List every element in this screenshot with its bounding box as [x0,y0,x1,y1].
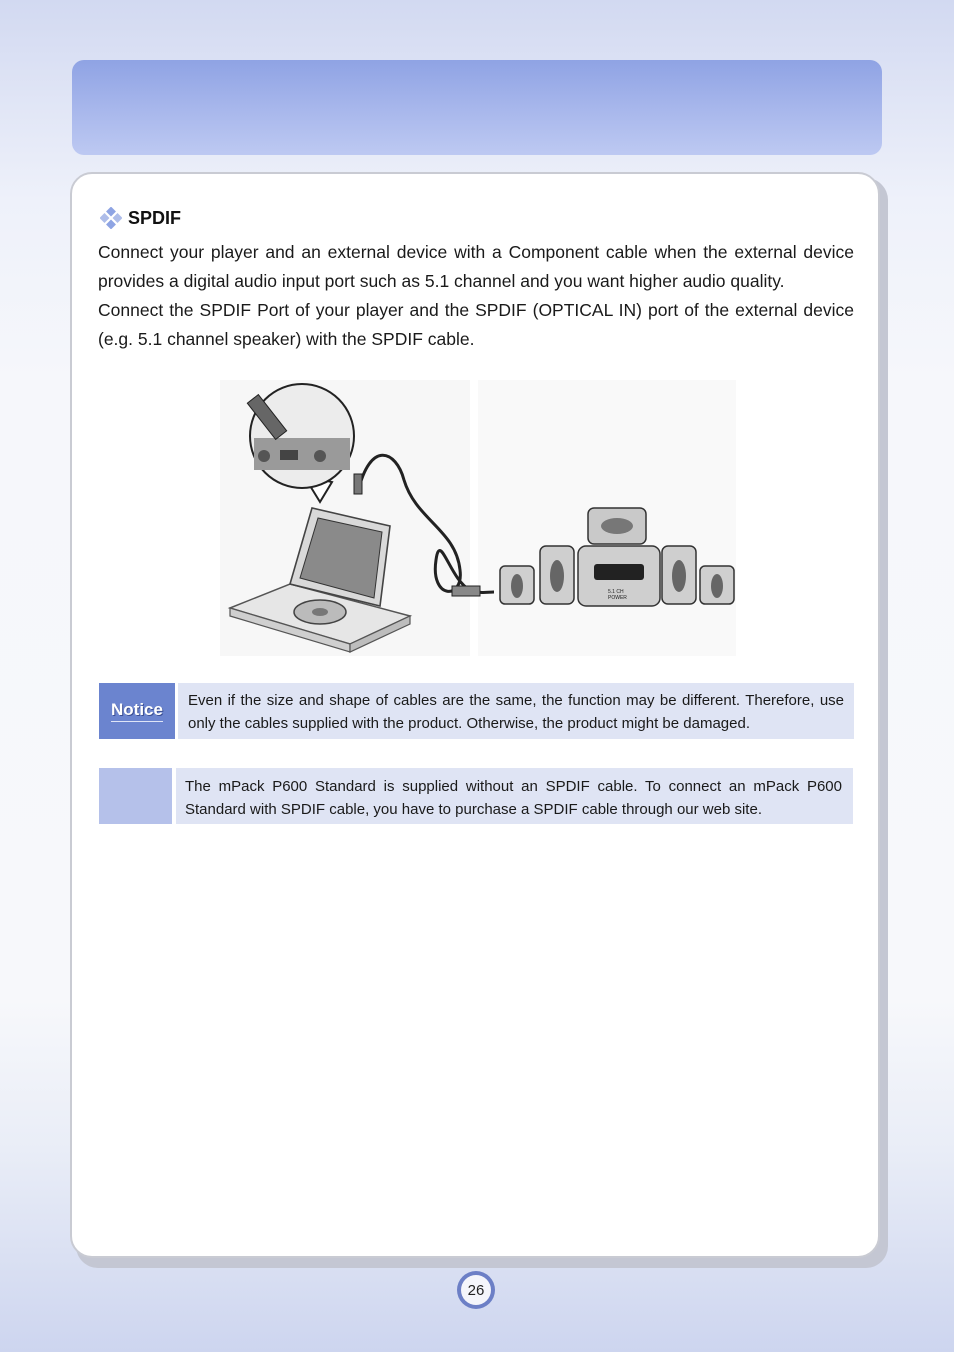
intro-paragraph-2: Connect the SPDIF Port of your player and the SPDIF (OPTICAL IN) port of the external device (e.g. 5.1 channel speaker) with the SPDIF cable. [98,300,854,349]
note-text: The mPack P600 Standard is supplied without an SPDIF cable. To connect an mPack P600 Standard with SPDIF cable, you have to purchase a SPDIF cable through our web site. [176,768,853,824]
diamond-cluster-icon [100,207,122,229]
notice-label: Notice [111,700,163,722]
spdif-connection-illustration [220,380,736,656]
note-label-box [99,768,172,824]
notice-label-box [99,683,175,739]
section-title: SPDIF [128,207,182,228]
notice-text: Even if the size and shape of cables are the same, the function may be different. Therefore, use only the cables supplied with the product. Otherwise, the product might be damaged. [178,683,854,739]
intro-text [98,238,854,354]
section-heading [100,206,181,230]
speaker-label-1: 5.1 CH [608,589,624,595]
intro-paragraph-1: Connect your player and an external device with a Component cable when the external device provides a digital audio input port such as 5.1 channel and you want higher audio quality. [98,242,854,291]
note-callout [99,768,854,824]
page-number-badge [457,1271,495,1309]
notice-callout [99,683,854,739]
header-bar [72,60,882,155]
speaker-label-2: POWER [608,595,627,601]
page-number: 26 [461,1275,491,1305]
